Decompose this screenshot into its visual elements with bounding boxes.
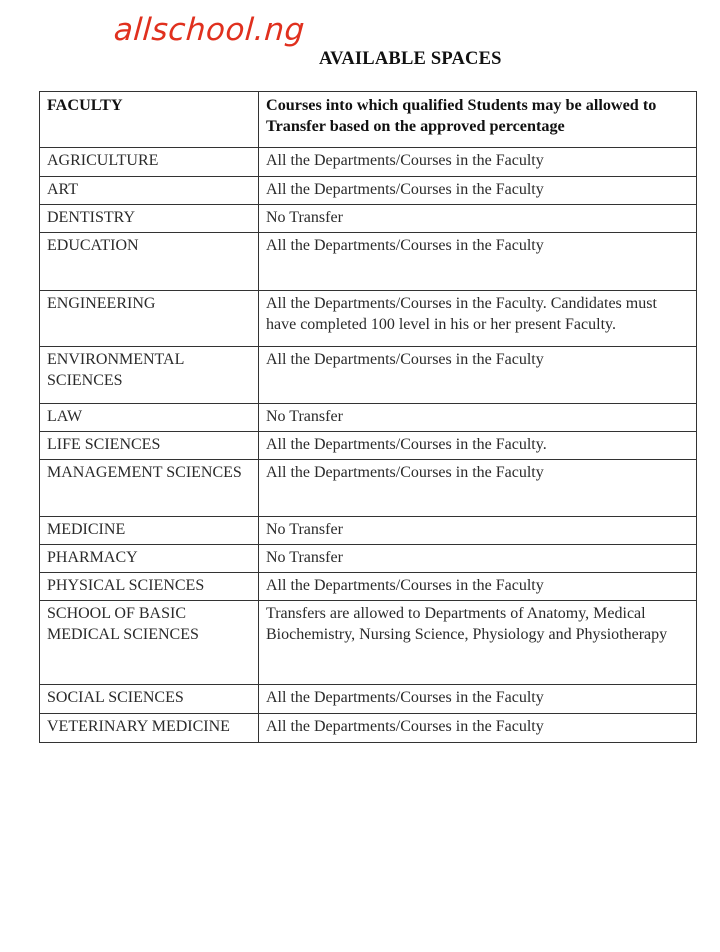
faculty-cell: ENVIRONMENTAL SCIENCES <box>40 347 259 404</box>
table-row <box>40 545 697 573</box>
table-row <box>40 233 697 291</box>
courses-cell: All the Departments/Courses in the Faculty <box>259 177 697 205</box>
courses-cell: All the Departments/Courses in the Faculty <box>259 233 697 291</box>
faculty-cell: LAW <box>40 404 259 432</box>
faculty-cell: ART <box>40 177 259 205</box>
faculty-cell: DENTISTRY <box>40 205 259 233</box>
table-row <box>40 205 697 233</box>
table-row <box>40 177 697 205</box>
courses-cell: Transfers are allowed to Departments of Anatomy, Medical Biochemistry, Nursing Science, Physiology and Physiotherapy <box>259 601 697 685</box>
faculty-cell: LIFE SCIENCES <box>40 432 259 460</box>
faculty-cell: AGRICULTURE <box>40 148 259 177</box>
faculty-cell: PHARMACY <box>40 545 259 573</box>
header-courses: Courses into which qualified Students may be allowed to Transfer based on the approved percentage <box>259 92 697 148</box>
courses-cell: No Transfer <box>259 545 697 573</box>
table-row <box>40 601 697 685</box>
courses-cell: All the Departments/Courses in the Faculty <box>259 714 697 743</box>
faculty-cell: MEDICINE <box>40 517 259 545</box>
courses-cell: All the Departments/Courses in the Faculty <box>259 148 697 177</box>
table-row <box>40 460 697 517</box>
table-header-row <box>40 92 697 148</box>
site-logo: allschool.ng <box>112 12 307 48</box>
faculty-cell: SCHOOL OF BASIC MEDICAL SCIENCES <box>40 601 259 685</box>
faculty-cell: EDUCATION <box>40 233 259 291</box>
courses-cell: All the Departments/Courses in the Faculty <box>259 573 697 601</box>
courses-cell: All the Departments/Courses in the Faculty. <box>259 432 697 460</box>
faculty-cell: PHYSICAL SCIENCES <box>40 573 259 601</box>
courses-cell: All the Departments/Courses in the Faculty <box>259 685 697 714</box>
faculty-cell: MANAGEMENT SCIENCES <box>40 460 259 517</box>
courses-cell: All the Departments/Courses in the Faculty. Candidates must have completed 100 level in his or her present Faculty. <box>259 291 697 347</box>
table-row <box>40 714 697 743</box>
courses-cell: No Transfer <box>259 517 697 545</box>
table-row <box>40 404 697 432</box>
courses-cell: All the Departments/Courses in the Faculty <box>259 460 697 517</box>
table-row <box>40 291 697 347</box>
courses-cell: All the Departments/Courses in the Faculty <box>259 347 697 404</box>
faculty-cell: VETERINARY MEDICINE <box>40 714 259 743</box>
table-row <box>40 347 697 404</box>
table-row <box>40 432 697 460</box>
courses-cell: No Transfer <box>259 404 697 432</box>
table-row <box>40 573 697 601</box>
table-row <box>40 148 697 177</box>
courses-cell: No Transfer <box>259 205 697 233</box>
page-title: AVAILABLE SPACES <box>319 49 502 69</box>
available-spaces-table <box>39 91 697 743</box>
header-faculty: FACULTY <box>40 92 259 148</box>
faculty-cell: SOCIAL SCIENCES <box>40 685 259 714</box>
table-row <box>40 517 697 545</box>
table-body <box>40 148 697 743</box>
faculty-cell: ENGINEERING <box>40 291 259 347</box>
table-row <box>40 685 697 714</box>
